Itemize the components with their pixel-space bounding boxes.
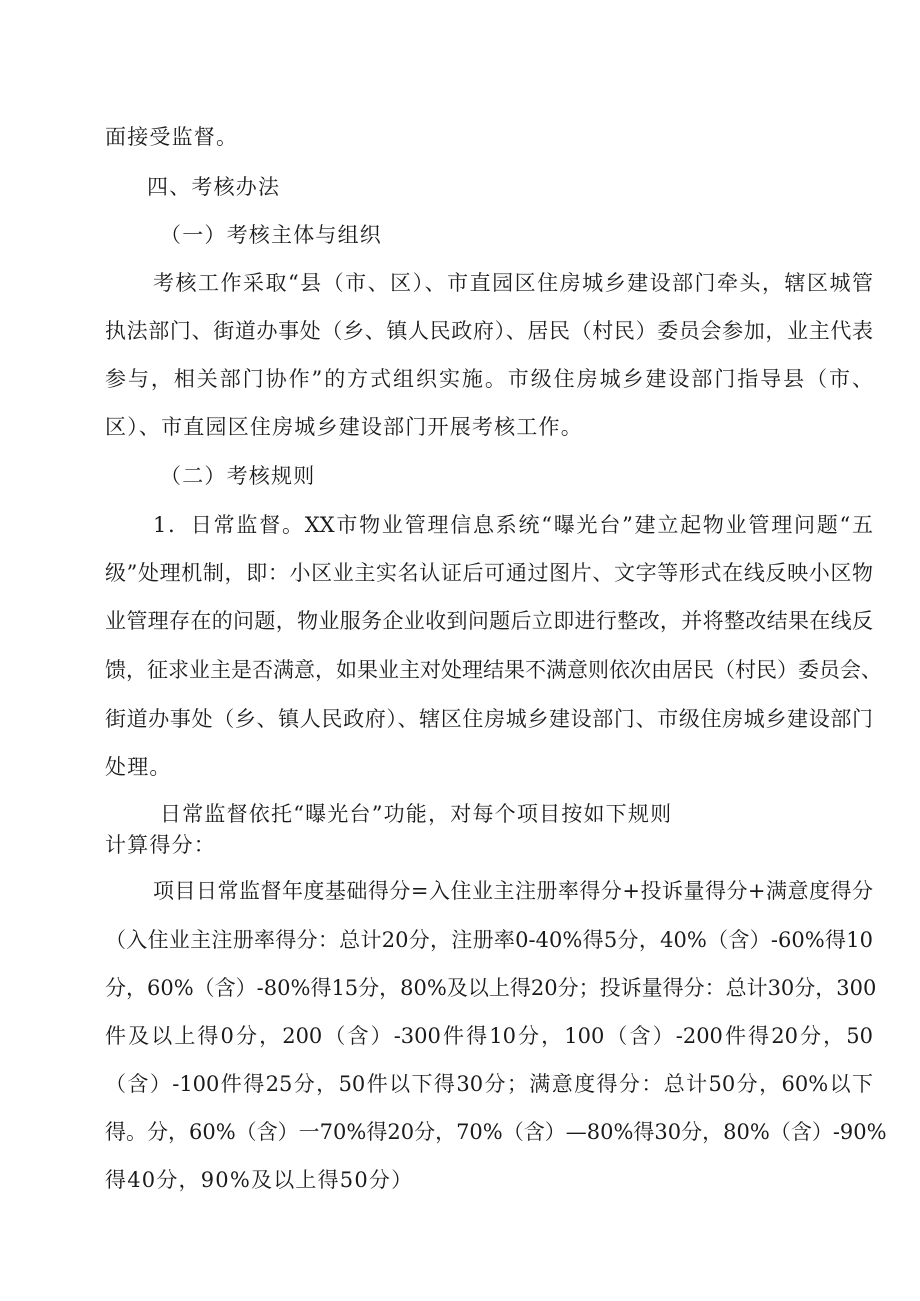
paragraph-5-line-6: 得。分，60%（含）一70%得20分，70%（含）—80%得30分，80%（含）-90%	[105, 1120, 887, 1144]
paragraph-2-line-4: 区）、市直园区住房城乡建设部门开展考核工作。	[105, 415, 583, 439]
paragraph-3-line-4: 馈，征求业主是否满意，如果业主对处理结果不满意则依次由居民（村民）委员会、	[105, 658, 882, 682]
paragraph-3-line-1: 1．日常监督。XX市物业管理信息系统“曝光台”建立起物业管理问题“五	[153, 513, 873, 537]
paragraph-3-line-3: 业管理存在的问题，物业服务企业收到问题后立即进行整改，并将整改结果在线反	[105, 609, 873, 633]
subheading-assessment-subject: （一）考核主体与组织	[160, 223, 382, 247]
section-heading-assessment-method: 四、考核办法	[147, 175, 281, 199]
paragraph-2-line-3: 参与，相关部门协作”的方式组织实施。市级住房城乡建设部门指导县（市、	[105, 367, 873, 391]
paragraph-5-line-5: （含）-100件得25分，50件以下得30分；满意度得分：总计50分，60%以下	[105, 1072, 873, 1096]
paragraph-3-line-2: 级”处理机制，即：小区业主实名认证后可通过图片、文字等形式在线反映小区物	[105, 561, 873, 585]
paragraph-4-line-1: 日常监督依托“曝光台”功能，对每个项目按如下规则	[160, 802, 673, 826]
paragraph-2-line-2: 执法部门、街道办事处（乡、镇人民政府）、居民（村民）委员会参加，业主代表	[105, 319, 873, 343]
paragraph-5-line-4: 件及以上得0分，200（含）-300件得10分，100（含）-200件得20分，50	[105, 1024, 873, 1048]
paragraph-5-line-1: 项目日常监督年度基础得分=入住业主注册率得分+投诉量得分+满意度得分	[153, 879, 873, 903]
paragraph-2-line-1: 考核工作采取“县（市、区）、市直园区住房城乡建设部门牵头，辖区城管	[153, 271, 873, 295]
paragraph-5-line-2: （入住业主注册率得分：总计20分，注册率0-40%得5分，40%（含）-60%得10	[105, 928, 873, 952]
paragraph-3-line-5: 街道办事处（乡、镇人民政府）、辖区住房城乡建设部门、市级住房城乡建设部门	[105, 707, 873, 731]
subheading-assessment-rules: （二）考核规则	[160, 464, 316, 488]
paragraph-3-line-6: 处理。	[105, 755, 172, 779]
paragraph-5-line-7: 得40分，90%及以上得50分）	[105, 1168, 414, 1192]
paragraph-4-line-2: 计算得分：	[105, 833, 216, 857]
paragraph-1-line-1: 面接受监督。	[105, 125, 239, 149]
paragraph-5-line-3: 分，60%（含）-80%得15分，80%及以上得20分；投诉量得分：总计30分，300	[105, 976, 877, 1000]
